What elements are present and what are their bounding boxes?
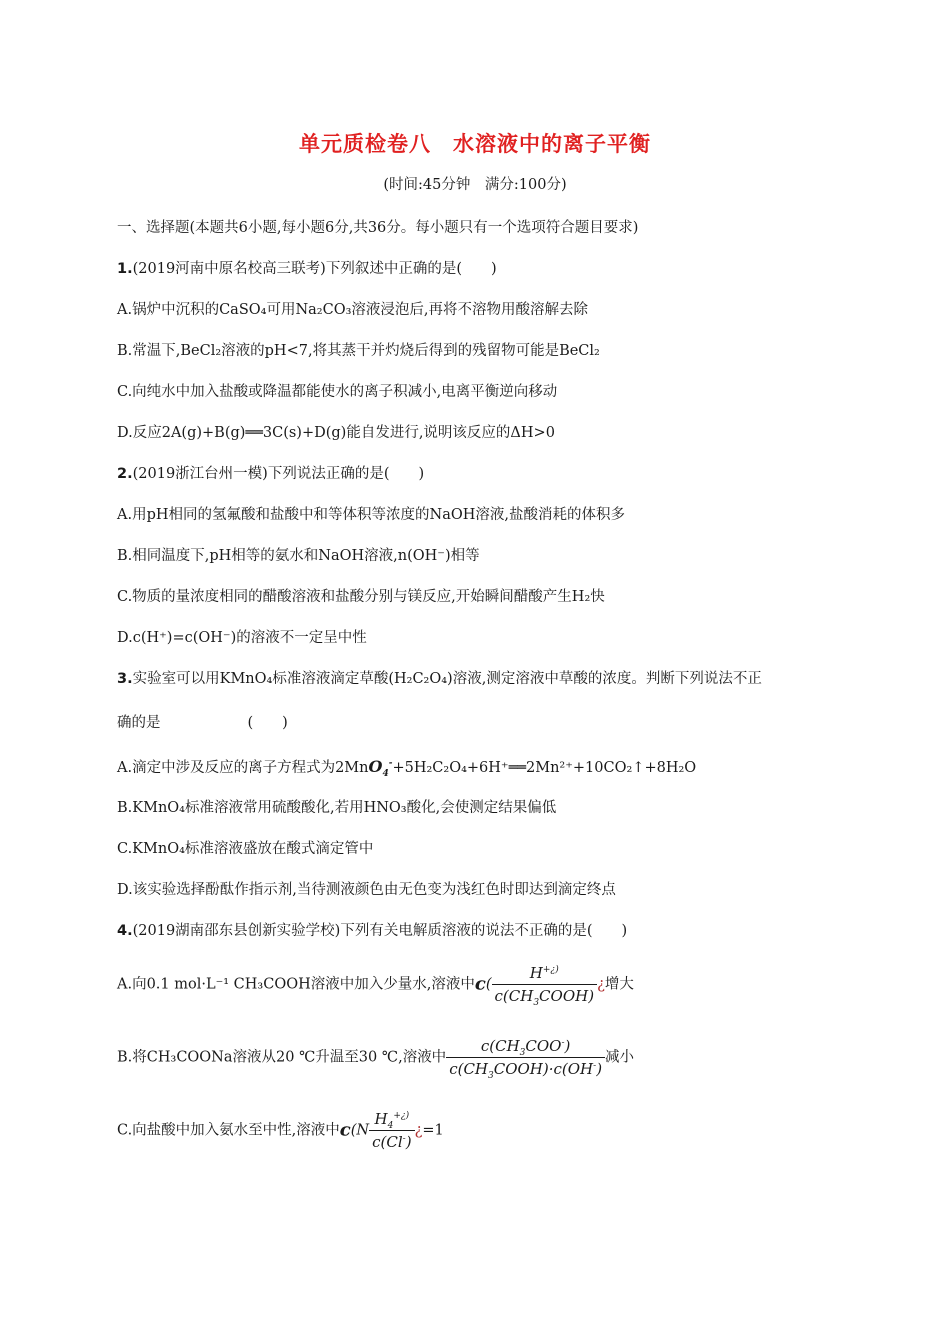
q3-option-c: C.KMnO₄标准溶液盛放在酸式滴定管中 [117, 841, 374, 857]
q1-option-b: B.常温下,BeCl₂溶液的pH<7,将其蒸干并灼烧后得到的残留物可能是BeCl₂ [117, 343, 600, 359]
question-stem: (2019浙江台州一模)下列说法正确的是( ) [132, 466, 425, 482]
permanganate-formula: $O_4^-$ [368, 757, 393, 780]
question-3-stem-cont: 确的是 ( ) [117, 715, 288, 731]
question-stem: (2019河南中原名校高三联考)下列叙述中正确的是( ) [132, 261, 497, 277]
question-1 [117, 259, 497, 279]
q3-option-d: D.该实验选择酚酞作指示剂,当待测液颜色由无色变为浅红色时即达到滴定终点 [117, 882, 616, 898]
question-number: 3. [117, 671, 133, 687]
question-number: 1. [117, 261, 133, 277]
fraction-c: (N $\frac{H_4^{+¿)}}{c(Cl^-)}$ [351, 1108, 415, 1153]
q1-option-c: C.向纯水中加入盐酸或降温都能使水的离子积减小,电离平衡逆向移动 [117, 384, 558, 400]
question-2 [117, 464, 424, 484]
question-number: 4. [117, 923, 133, 939]
q2-option-a: A.用pH相同的氢氟酸和盐酸中和等体积等浓度的NaOH溶液,盐酸消耗的体积多 [117, 507, 625, 523]
formula-c: c [474, 973, 486, 995]
q3-option-b: B.KMnO₄标准溶液常用硫酸酸化,若用HNO₃酸化,会使测定结果偏低 [117, 800, 557, 816]
question-stem: 实验室可以用KMnO₄标准溶液滴定草酸(H₂C₂O₄)溶液,测定溶液中草酸的浓度。判断下列说法不正 [132, 671, 762, 687]
q2-option-d: D.c(H⁺)=c(OH⁻)的溶液不一定呈中性 [117, 630, 367, 646]
q4-option-a [117, 962, 634, 1007]
q4-option-b [117, 1035, 634, 1080]
option-text: C.向盐酸中加入氨水至中性,溶液中 [117, 1122, 340, 1139]
q2-option-c: C.物质的量浓度相同的醋酸溶液和盐酸分别与镁反应,开始瞬间醋酸产生H₂快 [117, 589, 605, 605]
q1-option-d: D.反应2A(g)+B(g)══3C(s)+D(g)能自发进行,说明该反应的ΔH>0 [117, 425, 555, 441]
section-heading: 一、选择题(本题共6小题,每小题6分,共36分。每小题只有一个选项符合题目要求) [117, 220, 639, 236]
option-text: A.滴定中涉及反应的离子方程式为2Mn [117, 760, 369, 776]
option-text: 减小 [605, 1049, 635, 1066]
option-text: B.将CH₃COONa溶液从20 ℃升温至30 ℃,溶液中 [117, 1049, 447, 1066]
option-text: +5H₂C₂O₄+6H⁺══2Mn²⁺+10CO₂↑+8H₂O [392, 760, 697, 776]
question-number: 2. [117, 466, 133, 482]
fraction-b: $\frac{c(CH_3COO^-)}{c(CH_3COOH)\cdot c(OH^-)}$ [446, 1035, 605, 1080]
q4-option-c [117, 1108, 444, 1153]
formula-c: c [339, 1119, 351, 1141]
q1-option-a: A.锅炉中沉积的CaSO₄可用Na₂CO₃溶液浸泡后,再将不溶物用酸溶解去除 [117, 302, 588, 318]
garbled-char: ¿ [414, 1122, 423, 1139]
option-text: 增大 [604, 976, 634, 993]
question-4 [117, 921, 627, 941]
garbled-char: ¿ [597, 976, 605, 993]
exam-info: (时间:45分钟 满分:100分) [383, 177, 567, 193]
question-3 [117, 669, 762, 689]
option-text: A.向0.1 mol·L⁻¹ CH₃COOH溶液中加入少量水,溶液中 [117, 976, 475, 993]
option-text: =1 [422, 1122, 444, 1139]
fraction-a: ( $\frac{H^{+¿)}}{c(CH_3COOH)}$ [486, 962, 597, 1007]
question-stem: (2019湖南邵东县创新实验学校)下列有关电解质溶液的说法不正确的是( ) [132, 923, 628, 939]
q2-option-b: B.相同温度下,pH相等的氨水和NaOH溶液,n(OH⁻)相等 [117, 548, 480, 564]
page-title: 单元质检卷八 水溶液中的离子平衡 [299, 132, 651, 156]
q3-option-a [117, 757, 696, 778]
